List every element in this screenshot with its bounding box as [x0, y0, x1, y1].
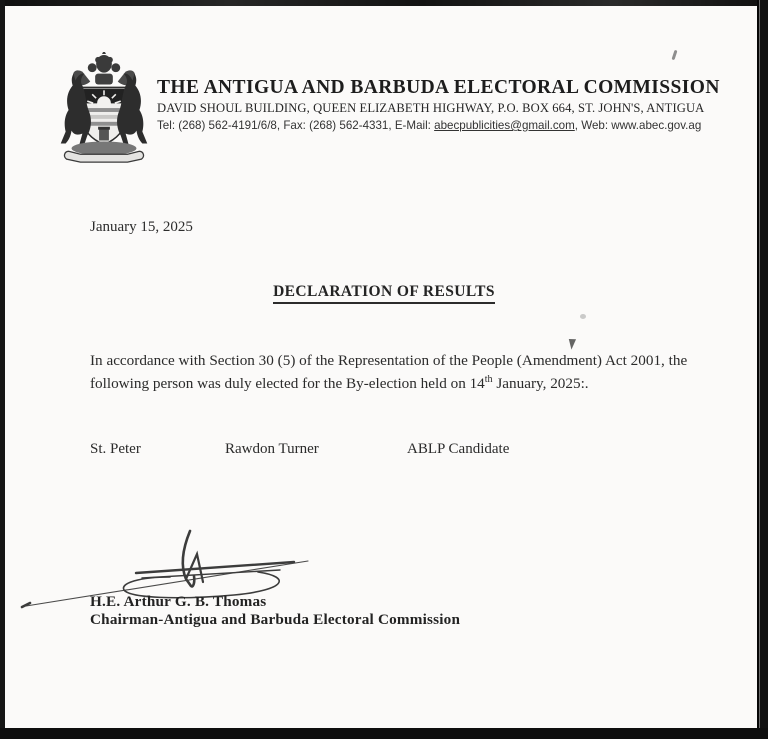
declaration-paragraph [90, 350, 730, 395]
org-name: THE ANTIGUA AND BARBUDA ELECTORAL COMMISSION [157, 77, 720, 98]
scan-edge-left [0, 0, 5, 739]
scan-edge-bottom [0, 728, 768, 739]
document-title-row [0, 283, 768, 304]
signatory-name: H.E. Arthur G. B. Thomas [90, 593, 267, 610]
paragraph-text: In accordance with Section 30 (5) of the Representation of the People (Amendment) Act 2001, the following person was duly elected for the By-election held on 14 [90, 352, 688, 392]
paragraph-text-end: January, 2025:. [492, 374, 589, 392]
party-value: ABLP Candidate [407, 441, 510, 457]
contact-pre-email: Tel: (268) 562-4191/6/8, Fax: (268) 562-4331, E-Mail: [157, 119, 435, 132]
org-address: DAVID SHOUL BUILDING, QUEEN ELIZABETH HIGHWAY, P.O. BOX 664, ST. JOHN'S, ANTIGUA [157, 101, 705, 115]
constituency-value: St. Peter [90, 441, 141, 457]
scan-artifact-tick [672, 50, 678, 60]
candidate-name-value: Rawdon Turner [225, 441, 319, 457]
coat-of-arms-icon [45, 52, 163, 170]
email-link: abecpublicities@gmail.com [434, 119, 575, 132]
document-title: DECLARATION OF RESULTS [273, 283, 495, 304]
letter-date: January 15, 2025 [90, 219, 193, 235]
scan-edge-top [0, 0, 768, 6]
ordinal-suffix: th [484, 373, 493, 385]
scan-edge-right [757, 0, 768, 739]
result-row [0, 441, 768, 461]
contact-post-email: , Web: www.abec.gov.ag [574, 119, 702, 132]
signatory-title: Chairman-Antigua and Barbuda Electoral Commission [90, 611, 461, 628]
scan-artifact-smudge [580, 314, 586, 319]
scan-artifact-mark [569, 337, 578, 349]
org-contact-line [157, 119, 701, 132]
